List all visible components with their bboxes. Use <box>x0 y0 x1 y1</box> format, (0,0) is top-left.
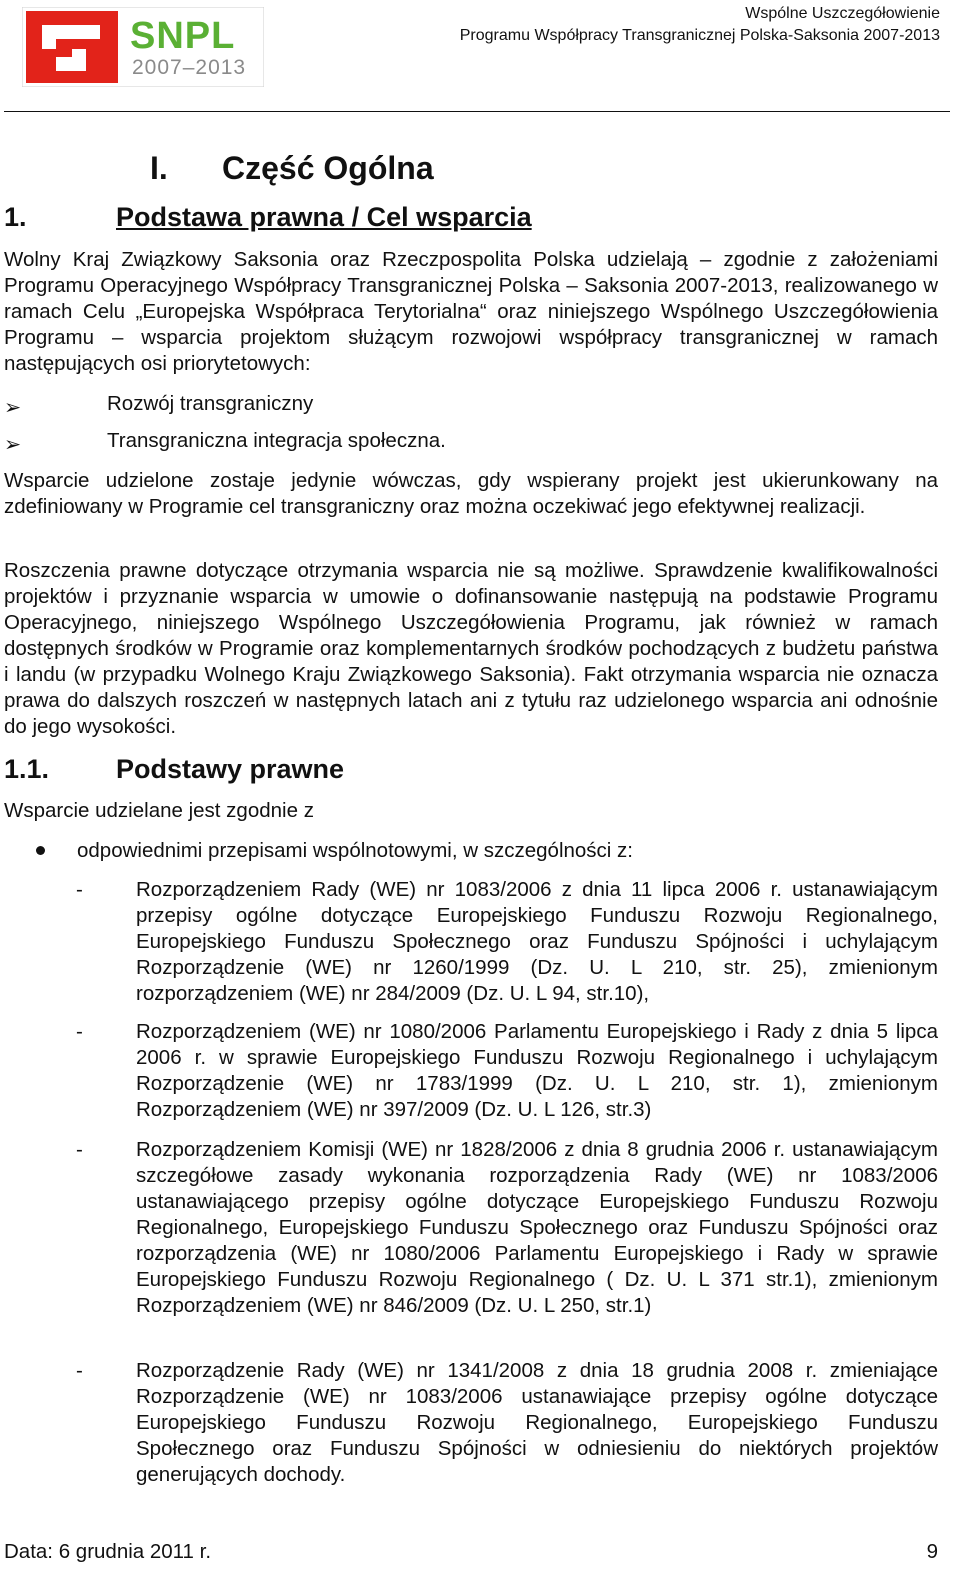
according-paragraph: Wsparcie udzielane jest zgodnie z <box>4 799 314 822</box>
logo-text: SNPL <box>130 15 236 57</box>
arrow-bullet-icon: ➢ <box>4 433 22 456</box>
subsection-title: Podstawa prawna / Cel wsparcia <box>116 202 532 232</box>
document-title-line-1: Wspólne Uszczegółowienie <box>745 5 940 22</box>
footer-date: Data: 6 grudnia 2011 r. <box>4 1540 212 1563</box>
subsubsection-number: 1.1. <box>4 754 50 784</box>
intro-paragraph: Wolny Kraj Związkowy Saksonia oraz Rzeczpospolita Polska udzielają – zgodnie z założeniami Programu Operacyjnego Współpracy Transgranicznej Polska – Saksonia 2007-2013, realizowanego w ramach Celu „Europejska Współpraca Terytorialna“ oraz niniejszego Wspólnego Uszczegółowienia Programu – wsparcia projektom służącym rozwojowi współpracy transgranicznej w ramach następujących osi priorytetowych: <box>4 248 938 375</box>
page-number: 9 <box>926 1540 938 1563</box>
arrow-bullet-icon: ➢ <box>4 396 22 419</box>
dash-marker: - <box>76 1020 83 1043</box>
document-title-line-2: Programu Współpracy Transgranicznej Polska-Saksonia 2007-2013 <box>459 27 940 44</box>
page-header <box>0 0 960 113</box>
claims-paragraph: Roszczenia prawne dotyczące otrzymania wsparcia nie są możliwe. Sprawdzenie kwalifikowalności projektów i przyznanie wsparcia w umowie o dofinansowanie następują na podstawie Programu Operacyjnego, niniejszego Wspólnego Uszczegółowienia Programu, jak również w ramach dostępnych środków w Programie oraz komplementarnych środków pochodzących z budżetu państwa i landu (w przypadku Wolnego Kraju Związkowego Saksonia). Fakt otrzymania wsparcia nie oznacza prawa do dalszych roszczeń w następnych latach ani z tytułu raz udzielonego wsparcia ani odnośnie do jego wysokości. <box>4 559 938 738</box>
dash-marker: - <box>76 1359 83 1382</box>
document-title <box>460 3 940 47</box>
subsection-number: 1. <box>4 202 27 232</box>
regulation-text: Rozporządzeniem (WE) nr 1080/2006 Parlamentu Europejskiego i Rady z dnia 5 lipca 2006 r. w sprawie Europejskiego Funduszu Rozwoju Regionalnego i uchylającym Rozporządzenie (WE) nr 1783/1999 (Dz. U. L 210, str. 1), zmienionym Rozporządzeniem (WE) nr 397/2009 (Dz. U. L 126, str.3) <box>136 1020 938 1121</box>
subsection-heading <box>4 202 532 233</box>
header-divider <box>4 111 950 112</box>
section-title: Część Ogólna <box>222 150 434 186</box>
regulation-text: Rozporządzenie Rady (WE) nr 1341/2008 z dnia 18 grudnia 2008 r. zmieniające Rozporządzenie (WE) nr 1083/2006 ustanawiające przepisy ogólne dotyczące Europejskiego Funduszu Rozwoju Regionalnego, Europejskiego Funduszu Społecznego oraz Funduszu Spójności w odniesieniu do niektórych projektów generujących dochody. <box>136 1359 938 1486</box>
subsubsection-heading <box>4 754 344 785</box>
bullet-dot-icon <box>36 846 45 855</box>
support-paragraph: Wsparcie udzielone zostaje jedynie wówczas, gdy wspierany projekt jest ukierunkowany na zdefiniowany w Programie cel transgraniczny oraz można oczekiwać jego efektywnej realizacji. <box>4 469 938 518</box>
logo-years: 2007–2013 <box>132 56 247 79</box>
section-heading <box>150 150 434 187</box>
regulation-text: Rozporządzeniem Rady (WE) nr 1083/2006 z dnia 11 lipca 2006 r. ustanawiającym przepisy ogólne dotyczące Europejskiego Funduszu Rozwoju Regionalnego, Europejskiego Funduszu Społecznego oraz Funduszu Spójności i uchylającym Rozporządzenie (WE) nr 1260/1999 (Dz. U. L 210, str. 25), zmienionym rozporządzeniem (WE) nr 284/2009 (Dz. U. L 94, str.10), <box>136 878 938 1005</box>
snpl-logo <box>22 7 264 87</box>
dash-marker: - <box>76 878 83 901</box>
regulation-text: Rozporządzeniem Komisji (WE) nr 1828/2006 z dnia 8 grudnia 2006 r. ustanawiającym szczegółowe zasady wykonania rozporządzenia Rady (WE) nr 1083/2006 ustanawiającego przepisy ogólne dotyczące Europejskiego Funduszu Rozwoju Regionalnego, Europejskiego Funduszu Społecznego oraz Funduszu Spójności oraz rozporządzenia (WE) nr 1080/2006 Parlamentu Europejskiego i Rady w sprawie Europejskiego Funduszu Rozwoju Regionalnego ( Dz. U. L 371 str.1), zmienionym Rozporządzeniem (WE) nr 846/2009 (Dz. U. L 250, str.1) <box>136 1138 938 1317</box>
section-number: I. <box>150 150 168 186</box>
priority-axis-label: Transgraniczna integracja społeczna. <box>107 429 446 452</box>
priority-axis-label: Rozwój transgraniczny <box>107 392 314 415</box>
dash-marker: - <box>76 1138 83 1161</box>
bullet-text: odpowiednimi przepisami wspólnotowymi, w szczególności z: <box>77 839 634 862</box>
subsubsection-title: Podstawy prawne <box>116 754 345 784</box>
